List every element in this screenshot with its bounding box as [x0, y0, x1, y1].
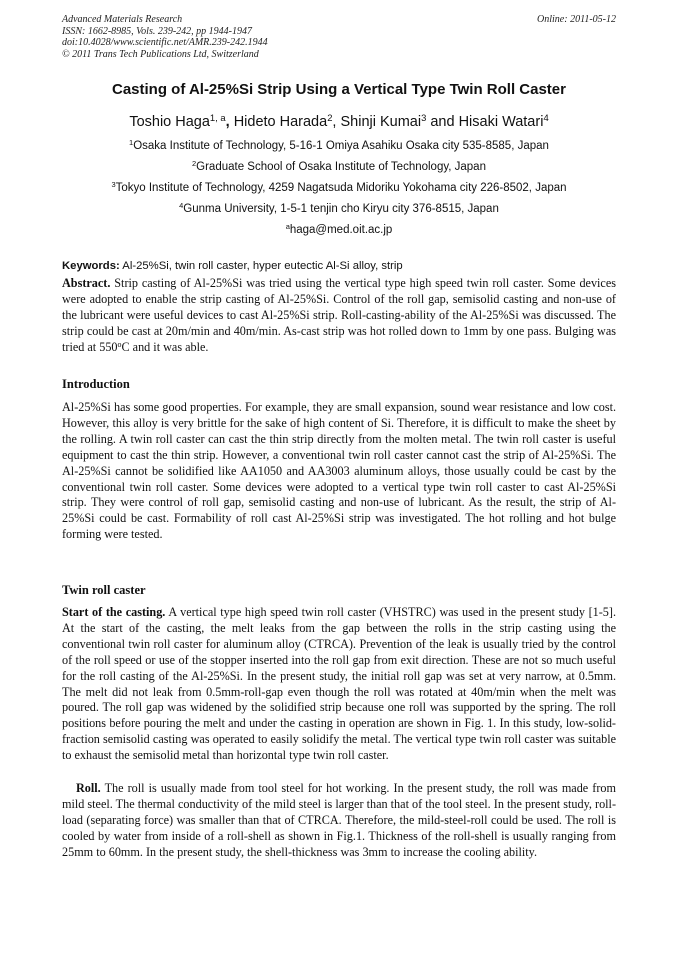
affiliation-sup: 1 [129, 138, 134, 148]
abstract-label: Abstract. [62, 276, 111, 290]
online-date: Online: 2011-05-12 [537, 14, 616, 25]
roll-label: Roll. [76, 781, 101, 795]
affiliation-sup: 4 [179, 201, 184, 211]
roll-paragraph [62, 781, 616, 861]
author-sep: , [332, 114, 341, 130]
start-of-casting-paragraph [62, 605, 616, 764]
doi-line: doi:10.4028/www.scientific.net/AMR.239-242.1944 [62, 37, 268, 48]
start-text: A vertical type high speed twin roll caster (VHSTRC) was used in the present study [1-5]. At the start of the casting, the melt leaks from the gap between the rolls in the strip casting using the conventional twin roll caster for aluminum alloy (CTRCA). Prevention of the leak is usually tried by the control of the roll speed or use of the stopper inserted into the roll gap from exit direction. These are not so much useful for the roll casting of the Al-25%Si. In the present study, the initial roll gap was set at very narrow, at 0.5mm. The melt did not leak from 0.5mm-roll-gap even though the roll was rotated at 40m/min when the melt was poured. The roll gap was widened by the solidified strip because one roll was supported by the spring. The roll positions before pouring the melt and under the casting in operation are shown in Fig. 1. In this study, low-solid-fraction semisolid casting was operated to easily solidify the metal. The vertical type twin roll caster was suitable to exhaust the semisolid metal than horizontal type twin roll caster. [62, 605, 617, 763]
affiliation-text: Tokyo Institute of Technology, 4259 Nagatsuda Midoriku Yokohama city 226-8502, Japan [115, 182, 567, 194]
author-sup: 2 [327, 112, 333, 124]
author-sup: 1, a [209, 112, 226, 124]
degree-sup: o [117, 339, 122, 349]
abstract-text-end: C and it was able. [121, 339, 209, 354]
affiliation [62, 161, 616, 173]
affiliation [62, 203, 616, 215]
issn-line: ISSN: 1662-8985, Vols. 239-242, pp 1944-1947 [62, 25, 252, 37]
keywords-text: Al-25%Si, twin roll caster, hyper eutectic Al-Si alloy, strip [119, 260, 403, 272]
copyright-line: © 2011 Trans Tech Publications Ltd, Switzerland [62, 48, 259, 60]
affiliation-text: Gunma University, 1-5-1 tenjin cho Kiryu city 376-8515, Japan [183, 203, 499, 215]
email-text: haga@med.oit.ac.jp [289, 224, 393, 236]
abstract-text: Strip casting of Al-25%Si was tried using the vertical type high speed twin roll caster. Some devices were adopted to enable the strip casting of Al-25%Si. Control of the roll gap, semisolid casting and non-use of the lubricant were useful devices to cast Al-25%Si strip. Roll-casting-ability of the Al-25%Si was discussed. The strip could be cast at 20m/min and 40m/min. As-cast strip was hot rolled down to 1mm by one pass. Bulging was tried at 550 [62, 276, 616, 354]
paper-title: Casting of Al-25%Si Strip Using a Vertical Type Twin Roll Caster [112, 81, 566, 98]
affiliation [62, 182, 616, 194]
author-sup: 3 [421, 112, 427, 124]
author-email[interactable] [62, 224, 616, 236]
author-name: Hideto Harada [233, 114, 328, 130]
author-sup: 4 [543, 112, 549, 124]
abstract [62, 276, 616, 357]
author-sep: , [225, 114, 234, 130]
roll-text: The roll is usually made from tool steel for hot working. In the present study, the roll was made from mild steel. The thermal conductivity of the mild steel is larger than that of the tool steel. In the present study, roll-load (separating force) was smaller than that of CTRCA. Therefore, the mild-steel-roll could be used. The roll is cooled by water from inside of a roll-shell as shown in Fig.1. Thickness of the roll-shell is usually ranging from 25mm to 60mm. In the present study, the shell-thickness was 3mm to increase the cooling ability. [62, 781, 616, 859]
section-heading: Introduction [62, 377, 130, 391]
section-heading: Twin roll caster [62, 583, 146, 597]
affiliation-text: Osaka Institute of Technology, 5-16-1 Omiya Asahiku Osaka city 535-8585, Japan [133, 140, 549, 152]
affiliation-sup: 2 [192, 159, 197, 169]
email-sup: a [285, 222, 290, 232]
keywords [62, 260, 616, 272]
start-label: Start of the casting. [62, 605, 166, 619]
introduction-paragraph: Al-25%Si has some good properties. For example, they are small expansion, sound wear resistance and low cost. However, this alloy is very brittle for the sake of high content of Si. Therefore, it is difficult to make the sheet by the rolling. A twin roll caster can cast the thin strip directly from the molten metal. The twin roll caster is useful equipment to cast the thin strip. However, a conventional twin roll caster cannot cast the strip of Al-25%Si. The Al-25%Si cannot be solidified like AA1050 and AA3003 aluminum alloys, those usually could be cast by the conventional twin roll caster. Some devices were adopted to a vertical type twin roll caster to cast Al-25%Si strip. They were control of roll gap, semisolid casting and non-use of lubricant. As the result, the strip of Al-25%Si could be cast. Formability of roll cast Al-25%Si strip was investigated. The hot rolling and hot bulge forming were tested. [62, 400, 616, 542]
affiliation [62, 140, 616, 152]
journal-header [62, 14, 616, 60]
author-sep: and [426, 114, 459, 130]
author-name: Toshio Haga [129, 114, 210, 130]
author-list [62, 114, 616, 130]
keywords-label: Keywords: [62, 260, 120, 272]
author-name: Shinji Kumai [340, 114, 422, 130]
journal-name: Advanced Materials Research [62, 14, 183, 25]
author-name: Hisaki Watari [458, 114, 544, 130]
affiliation-sup: 3 [111, 180, 116, 190]
affiliation-text: Graduate School of Osaka Institute of Technology, Japan [196, 161, 486, 173]
